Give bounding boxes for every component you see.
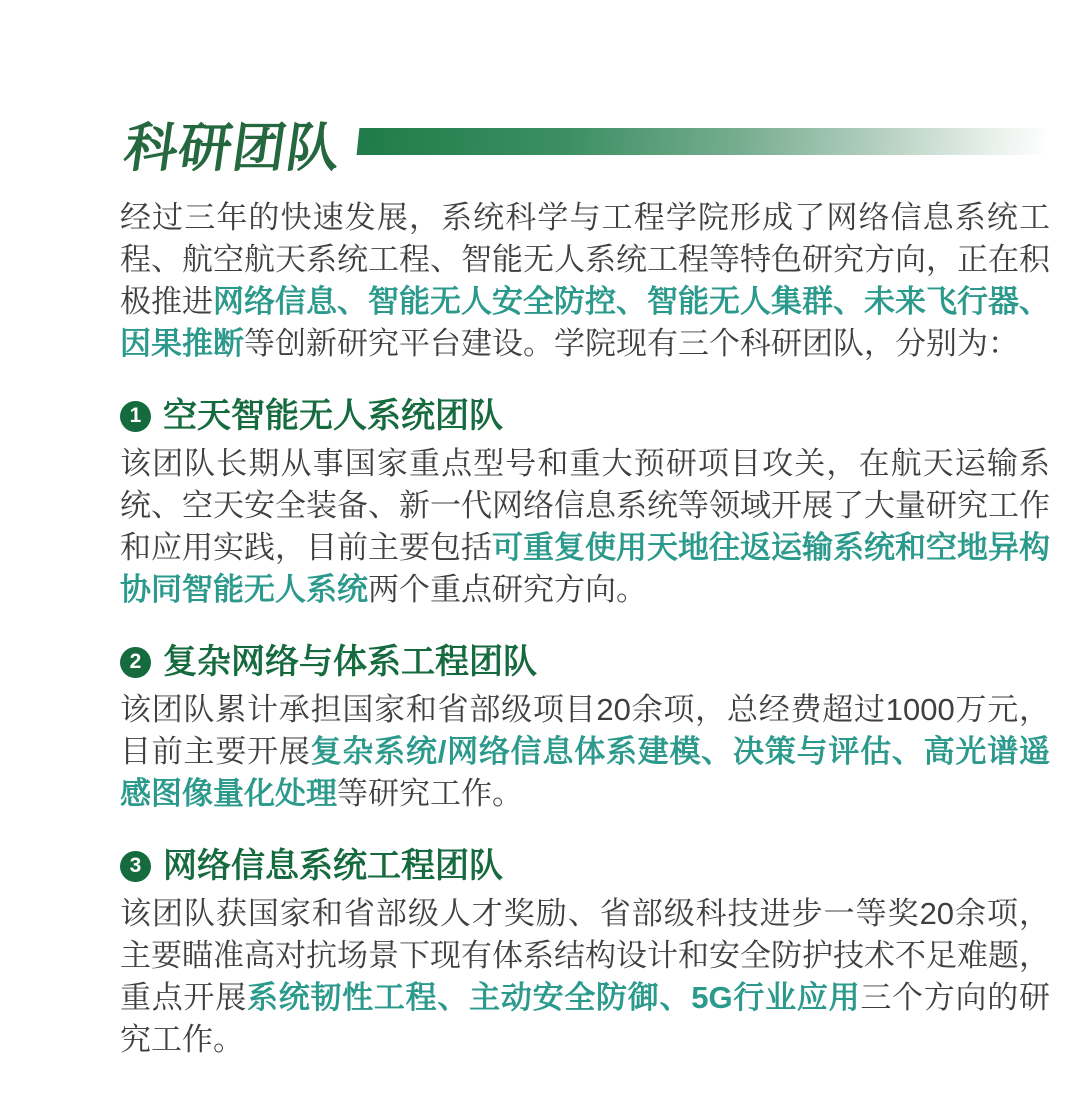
team-name: 网络信息系统工程团队: [163, 847, 503, 885]
highlighted-text-segment: 可重复使用天地往返运输系统和空地异构协同智能无人系统: [120, 530, 1050, 607]
team-heading: [120, 845, 1050, 887]
highlighted-text-segment: 网络信息、智能无人安全防控、智能无人集群、未来飞行器、因果推断: [120, 284, 1050, 361]
text-segment: 两个重点研究方向。: [368, 572, 647, 607]
text-segment: 该团队累计承担国家和省部级项目20余项，总经费超过1000万元，目前主要开展: [120, 692, 1050, 769]
highlighted-text-segment: 系统韧性工程、主动安全防御、5G行业应用: [246, 980, 861, 1015]
text-segment: 该团队获国家和省部级人才奖励、省部级科技进步一等奖20余项，主要瞄准高对抗场景下现有体系结构设计和安全防护技术不足难题，重点开展: [120, 896, 1050, 1015]
team-heading: [120, 641, 1050, 683]
intro-paragraph: [120, 197, 1050, 365]
team-paragraph: [120, 443, 1050, 611]
text-segment: 等研究工作。: [337, 776, 523, 811]
team-name: 复杂网络与体系工程团队: [163, 643, 537, 681]
text-segment: 经过三年的快速发展，系统科学与工程学院形成了网络信息系统工程、航空航天系统工程、智能无人系统工程等特色研究方向，正在积极推进: [120, 200, 1050, 319]
team-section-1: [120, 395, 1050, 611]
team-number-badge: 3: [120, 851, 151, 882]
text-segment: 三个方向的研究工作。: [120, 980, 1050, 1057]
section-title-row: [120, 117, 1050, 178]
team-heading: [120, 395, 1050, 437]
team-section-3: [120, 845, 1050, 1061]
team-paragraph: [120, 689, 1050, 815]
text-segment: 该团队长期从事国家重点型号和重大预研项目攻关，在航天运输系统、空天安全装备、新一代网络信息系统等领域开展了大量研究工作和应用实践，目前主要包括: [120, 446, 1050, 565]
highlighted-text-segment: 复杂系统/网络信息体系建模、决策与评估、高光谱遥感图像量化处理: [120, 734, 1050, 811]
team-paragraph: [120, 893, 1050, 1061]
team-name: 空天智能无人系统团队: [163, 397, 503, 435]
title-gradient-bar: [357, 128, 1052, 155]
page-title: 科研团队: [120, 119, 345, 178]
team-number-badge: 1: [120, 401, 151, 432]
text-segment: 等创新研究平台建设。学院现有三个科研团队，分别为：: [244, 326, 1019, 361]
team-section-2: [120, 641, 1050, 815]
team-number-badge: 2: [120, 647, 151, 678]
